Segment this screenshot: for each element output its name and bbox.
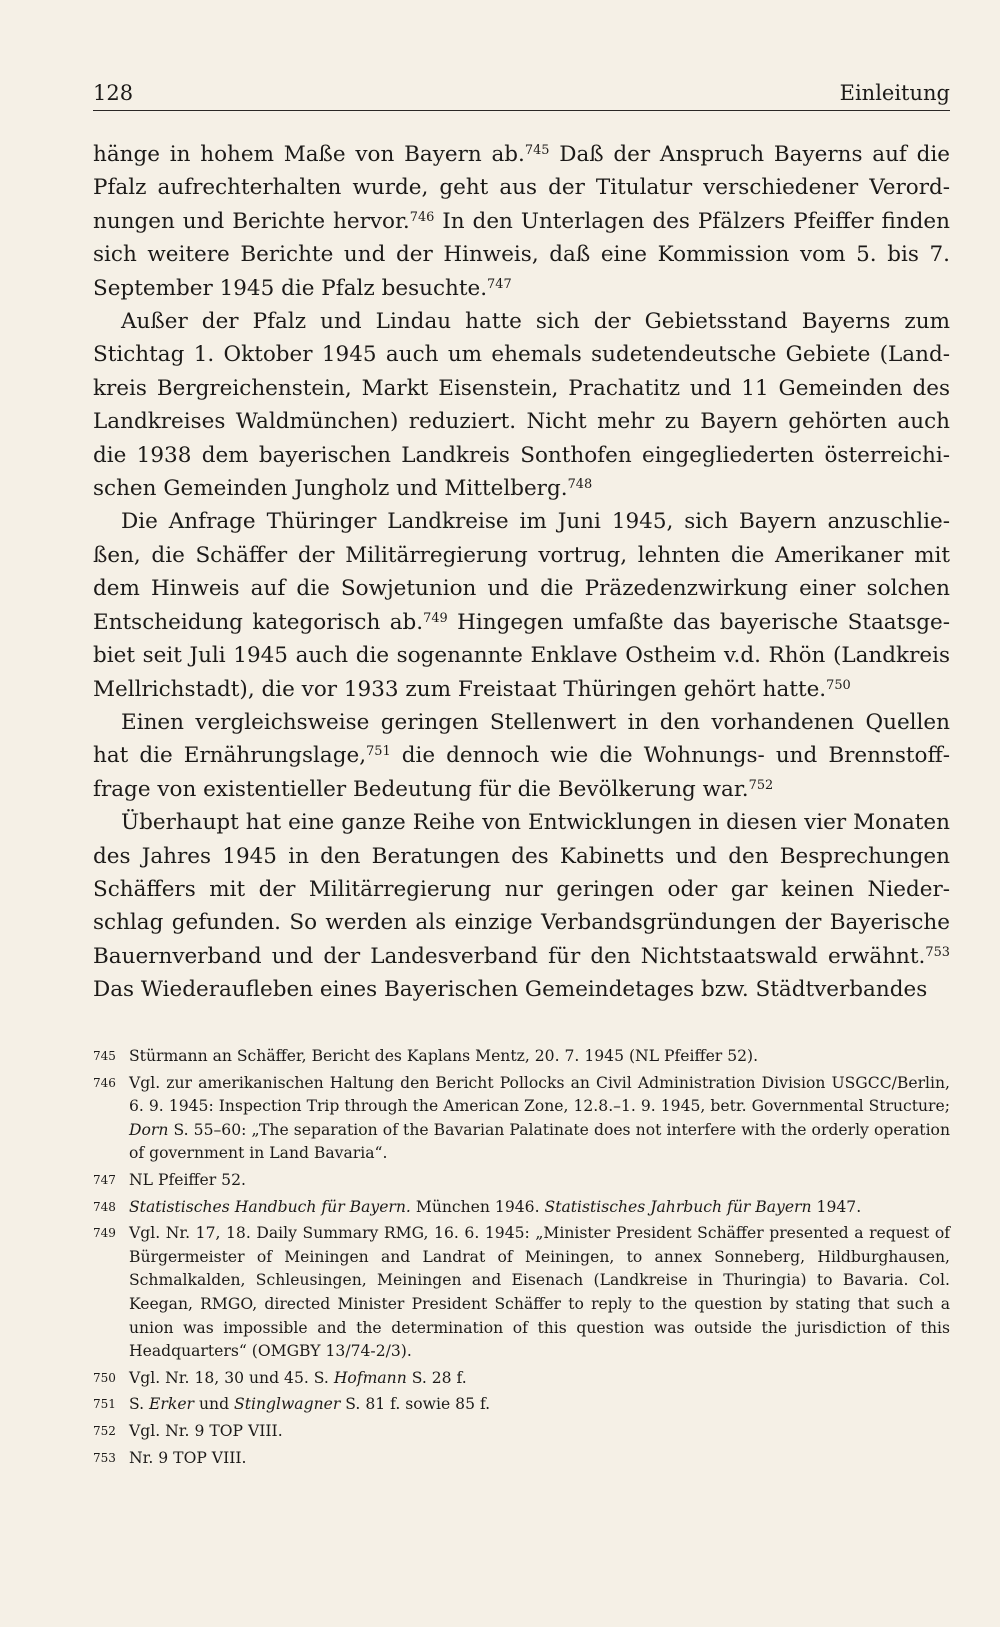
text-run: hänge in hohem Maße von Bayern ab. — [93, 142, 525, 167]
footnote — [93, 1367, 950, 1391]
text-run: S. 55–60: „The separation of the Bavarian Palatinate does not interfere with the orderly operation of government in Land Bavaria“. — [129, 1120, 950, 1163]
text-run: Hingegen umfaßte das bayerische Staatsgebiet seit Juli 1945 auch die sogenannte Enklave Ostheim v.d. Rhön (Landkreis Mellrichstadt), die vor 1933 zum Freistaat Thüringen gehört hatte. — [93, 609, 951, 702]
text-run: Außer der Pfalz und Lindau hatte sich der Gebietsstand Bayerns zum Stichtag 1. Oktober 1945 auch um ehemals sudetendeutsche Gebiete (Landkreis Bergreichenstein, Markt Eisenstein, Prachatitz und 11 Gemeinden des Landkreises Waldmünchen) reduziert. Nicht mehr zu Bayern gehörten auch die 1938 dem bayerischen Landkreis Sonthofen eingegliederten österreichischen Gemeinden Jungholz und Mittelberg. — [93, 309, 950, 502]
footnotes — [93, 1045, 950, 1473]
footnote-number: 749 — [93, 1226, 116, 1241]
footnote-ref: 750 — [826, 677, 851, 693]
footnote — [93, 1196, 950, 1220]
paragraph — [93, 138, 950, 305]
text-run: Vgl. Nr. 9 TOP VIII. — [129, 1421, 283, 1440]
italic-text: Stinglwagner — [234, 1395, 341, 1414]
footnote-text — [129, 1222, 950, 1364]
running-header — [93, 76, 950, 111]
footnote-number: 748 — [93, 1199, 116, 1214]
footnote-number: 750 — [93, 1370, 116, 1385]
italic-text: Dorn — [129, 1120, 169, 1139]
footnote — [93, 1420, 950, 1444]
footnote — [93, 1072, 950, 1166]
text-run: Einen vergleichsweise geringen Stellenwert in den vorhandenen Quellen hat die Ernährungslage, — [93, 709, 950, 769]
footnote-ref: 749 — [423, 610, 448, 626]
footnote — [93, 1447, 950, 1471]
text-run: Die Anfrage Thüringer Landkreise im Juni 1945, sich Bayern anzuschließen, die Schäffer der Militärregierung vortrug, lehnten die Amerikaner mit dem Hinweis auf die Sowjetunion und die Präzedenzwirkung einer solchen Entscheidung kategorisch ab. — [93, 509, 950, 635]
footnote-text — [129, 1367, 950, 1391]
italic-text: Statistisches Handbuch für Bayern. — [129, 1197, 411, 1216]
text-run: In den Unterlagen des Pfälzers Pfeiffer finden sich weitere Berichte und der Hinweis, daß eine Kommission vom 5. bis 7. September 1945 die Pfalz besuchte. — [93, 208, 950, 301]
text-run: Das Wiederaufleben eines Bayerischen Gemeindetages bzw. Städtverbandes — [93, 977, 928, 1003]
footnote-number: 746 — [93, 1075, 116, 1090]
text-run: S. 81 f. sowie 85 f. — [340, 1395, 491, 1414]
footnote — [93, 1393, 950, 1417]
body-text — [93, 138, 950, 1007]
text-run: S. — [129, 1395, 150, 1414]
text-run: die dennoch wie die Wohnungs- und Brennstofffrage von existentieller Bedeutung für die Bevölkerung war. — [93, 743, 950, 802]
footnote — [93, 1222, 950, 1364]
footnote-text — [129, 1196, 950, 1220]
paragraph — [93, 706, 950, 806]
footnote-ref: 751 — [366, 744, 391, 760]
footnote-text — [129, 1169, 950, 1193]
text-run: Überhaupt hat eine ganze Reihe von Entwicklungen in diesen vier Monaten des Jahres 1945 in den Beratungen des Kabinetts und den Besprechungen Schäffers mit der Militärregierung nur geringen oder gar keinen Niederschlag gefunden. So werden als einzige Verbandsgründungen der Bayerische Bauernverband und der Landesverband für den Nichtstaatswald erwähnt. — [93, 810, 950, 969]
page-number: 128 — [93, 81, 134, 105]
footnote-ref: 745 — [524, 142, 550, 158]
footnote-ref: 747 — [487, 276, 512, 292]
footnote-number: 751 — [93, 1397, 116, 1412]
footnote-text — [129, 1420, 950, 1444]
footnote-number: 747 — [93, 1172, 116, 1187]
paragraph — [93, 505, 950, 705]
footnote-text — [129, 1045, 950, 1069]
footnote-ref: 746 — [409, 209, 435, 225]
text-run: NL Pfeiffer 52. — [129, 1170, 246, 1189]
text-run: S. 28 f. — [406, 1368, 467, 1387]
text-run: 1947. — [811, 1197, 862, 1216]
footnote-text — [129, 1393, 950, 1417]
footnote-number: 753 — [93, 1450, 116, 1465]
footnote-text — [129, 1447, 950, 1471]
text-run: Vgl. Nr. 17, 18. Daily Summary RMG, 16. 6. 1945: „Minister President Schäffer presented a request of Bürgermeister of Meiningen and Landrat of Meiningen, to annex Sonneberg, Hildburghausen, Schmalkalden, Schleusingen, Meiningen and Eisenach (Landkreise in Thuringia) to Bavaria. Col. Keegan, RMGO, directed Minister President Schäffer to reply to the question by stating that such a union was impossible and the determination of this question was outside the jurisdiction of this Headquarters“ (OMGBY 13/74-2/3). — [129, 1224, 950, 1361]
footnote — [93, 1169, 950, 1193]
footnote-ref: 753 — [925, 944, 950, 960]
text-run: Nr. 9 TOP VIII. — [129, 1448, 247, 1467]
text-run: Stürmann an Schäffer, Bericht des Kaplans Mentz, 20. 7. 1945 (NL Pfeiffer 52). — [129, 1047, 759, 1065]
section-title: Einleitung — [839, 81, 950, 105]
italic-text: Erker — [149, 1395, 195, 1414]
text-run: Daß der Anspruch Bayerns auf die Pfalz aufrechterhalten wurde, geht aus der Titulatur verschiedener Verordnungen und Berichte hervor. — [93, 142, 950, 234]
footnote-ref: 752 — [748, 777, 774, 793]
text-run: Vgl. zur amerikanischen Haltung den Bericht Pollocks an Civil Administration Division USGCC/Berlin, 6. 9. 1945: Inspection Trip through the American Zone, 12.8.–1. 9. 1945, betr. Governmental Structure; — [129, 1073, 950, 1116]
paragraph — [93, 806, 950, 1006]
italic-text: Hofmann — [333, 1368, 407, 1387]
footnote-ref: 748 — [567, 476, 593, 492]
italic-text: Statistisches Jahrbuch für Bayern — [544, 1197, 812, 1216]
footnote-text — [129, 1072, 950, 1166]
footnote-number: 752 — [93, 1423, 116, 1438]
footnote-number: 745 — [93, 1049, 116, 1063]
text-run: Vgl. Nr. 18, 30 und 45. S. — [129, 1368, 334, 1387]
text-run: München 1946. — [410, 1197, 545, 1216]
footnote — [93, 1045, 950, 1069]
text-run: und — [194, 1395, 235, 1414]
paragraph — [93, 305, 950, 505]
